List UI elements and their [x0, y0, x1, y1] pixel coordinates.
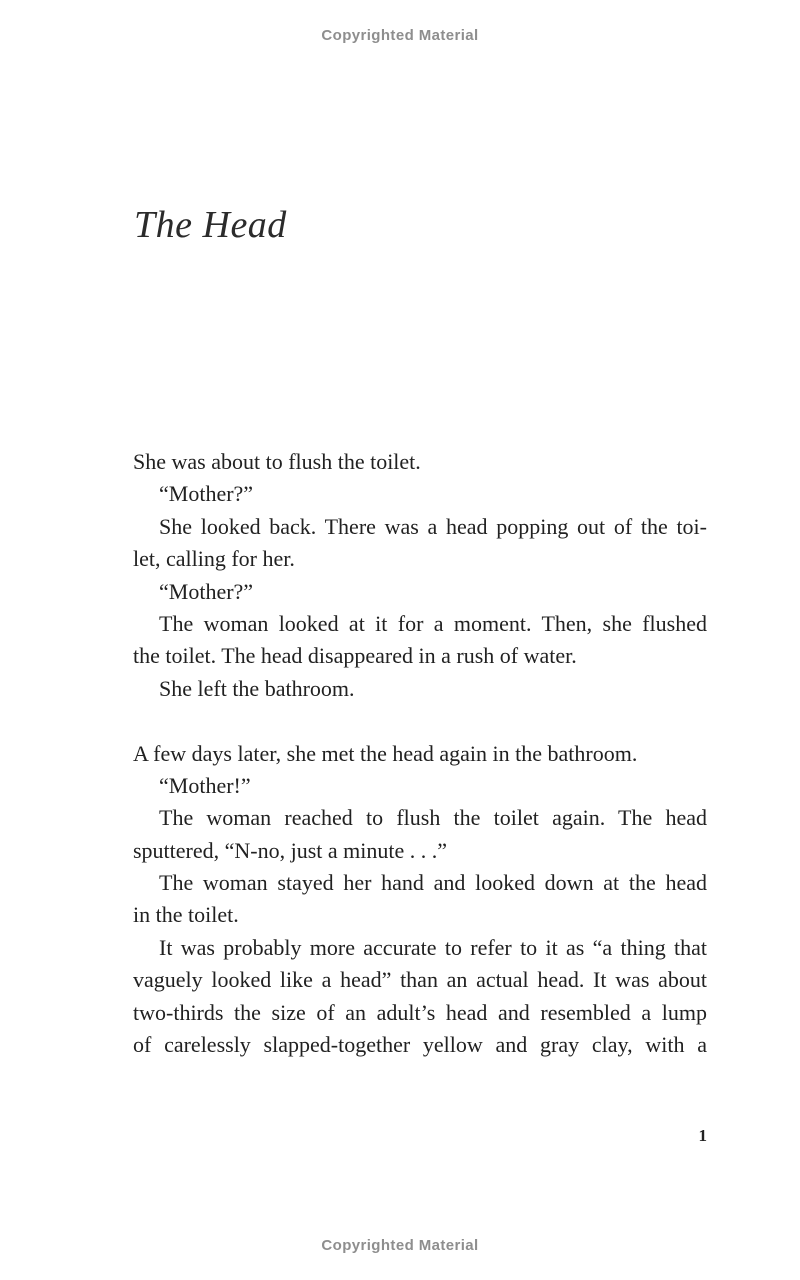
- text-line: A few days later, she met the head again in the bathroom.: [133, 740, 638, 766]
- text-line: She looked back. There was a head popping out of the toi-: [159, 513, 707, 539]
- text-line: The woman reached to flush the toilet again. The head: [159, 805, 707, 831]
- body-text: [133, 446, 707, 1061]
- text-line: She was about to flush the toilet.: [133, 449, 421, 474]
- copyright-notice-bottom: Copyrighted Material: [321, 1237, 479, 1254]
- chapter-title: The Head: [134, 204, 287, 246]
- page-number: 1: [698, 1126, 707, 1145]
- text-line: The woman looked at it for a moment. Then, she flushed: [159, 610, 707, 636]
- text-line: It was probably more accurate to refer to it as “a thing that: [159, 934, 707, 960]
- copyright-notice-top: Copyrighted Material: [321, 27, 479, 44]
- text-line: “Mother!”: [159, 772, 251, 798]
- text-line: vaguely looked like a head” than an actual head. It was about: [133, 967, 707, 993]
- text-line: “Mother?”: [159, 481, 254, 507]
- text-line: let, calling for her.: [133, 546, 295, 572]
- text-line: the toilet. The head disappeared in a rush of water.: [133, 643, 577, 669]
- text-line: of carelessly slapped-together yellow and gray clay, with a: [133, 1032, 707, 1058]
- text-line: “Mother?”: [159, 578, 254, 604]
- text-line: two-thirds the size of an adult’s head and resembled a lump: [133, 999, 707, 1025]
- text-line: sputtered, “N-no, just a minute . . .”: [133, 837, 448, 863]
- text-line: The woman stayed her hand and looked down at the head: [159, 870, 707, 896]
- section-break: [133, 705, 707, 737]
- text-line: in the toilet.: [133, 902, 239, 928]
- text-line: She left the bathroom.: [159, 675, 355, 701]
